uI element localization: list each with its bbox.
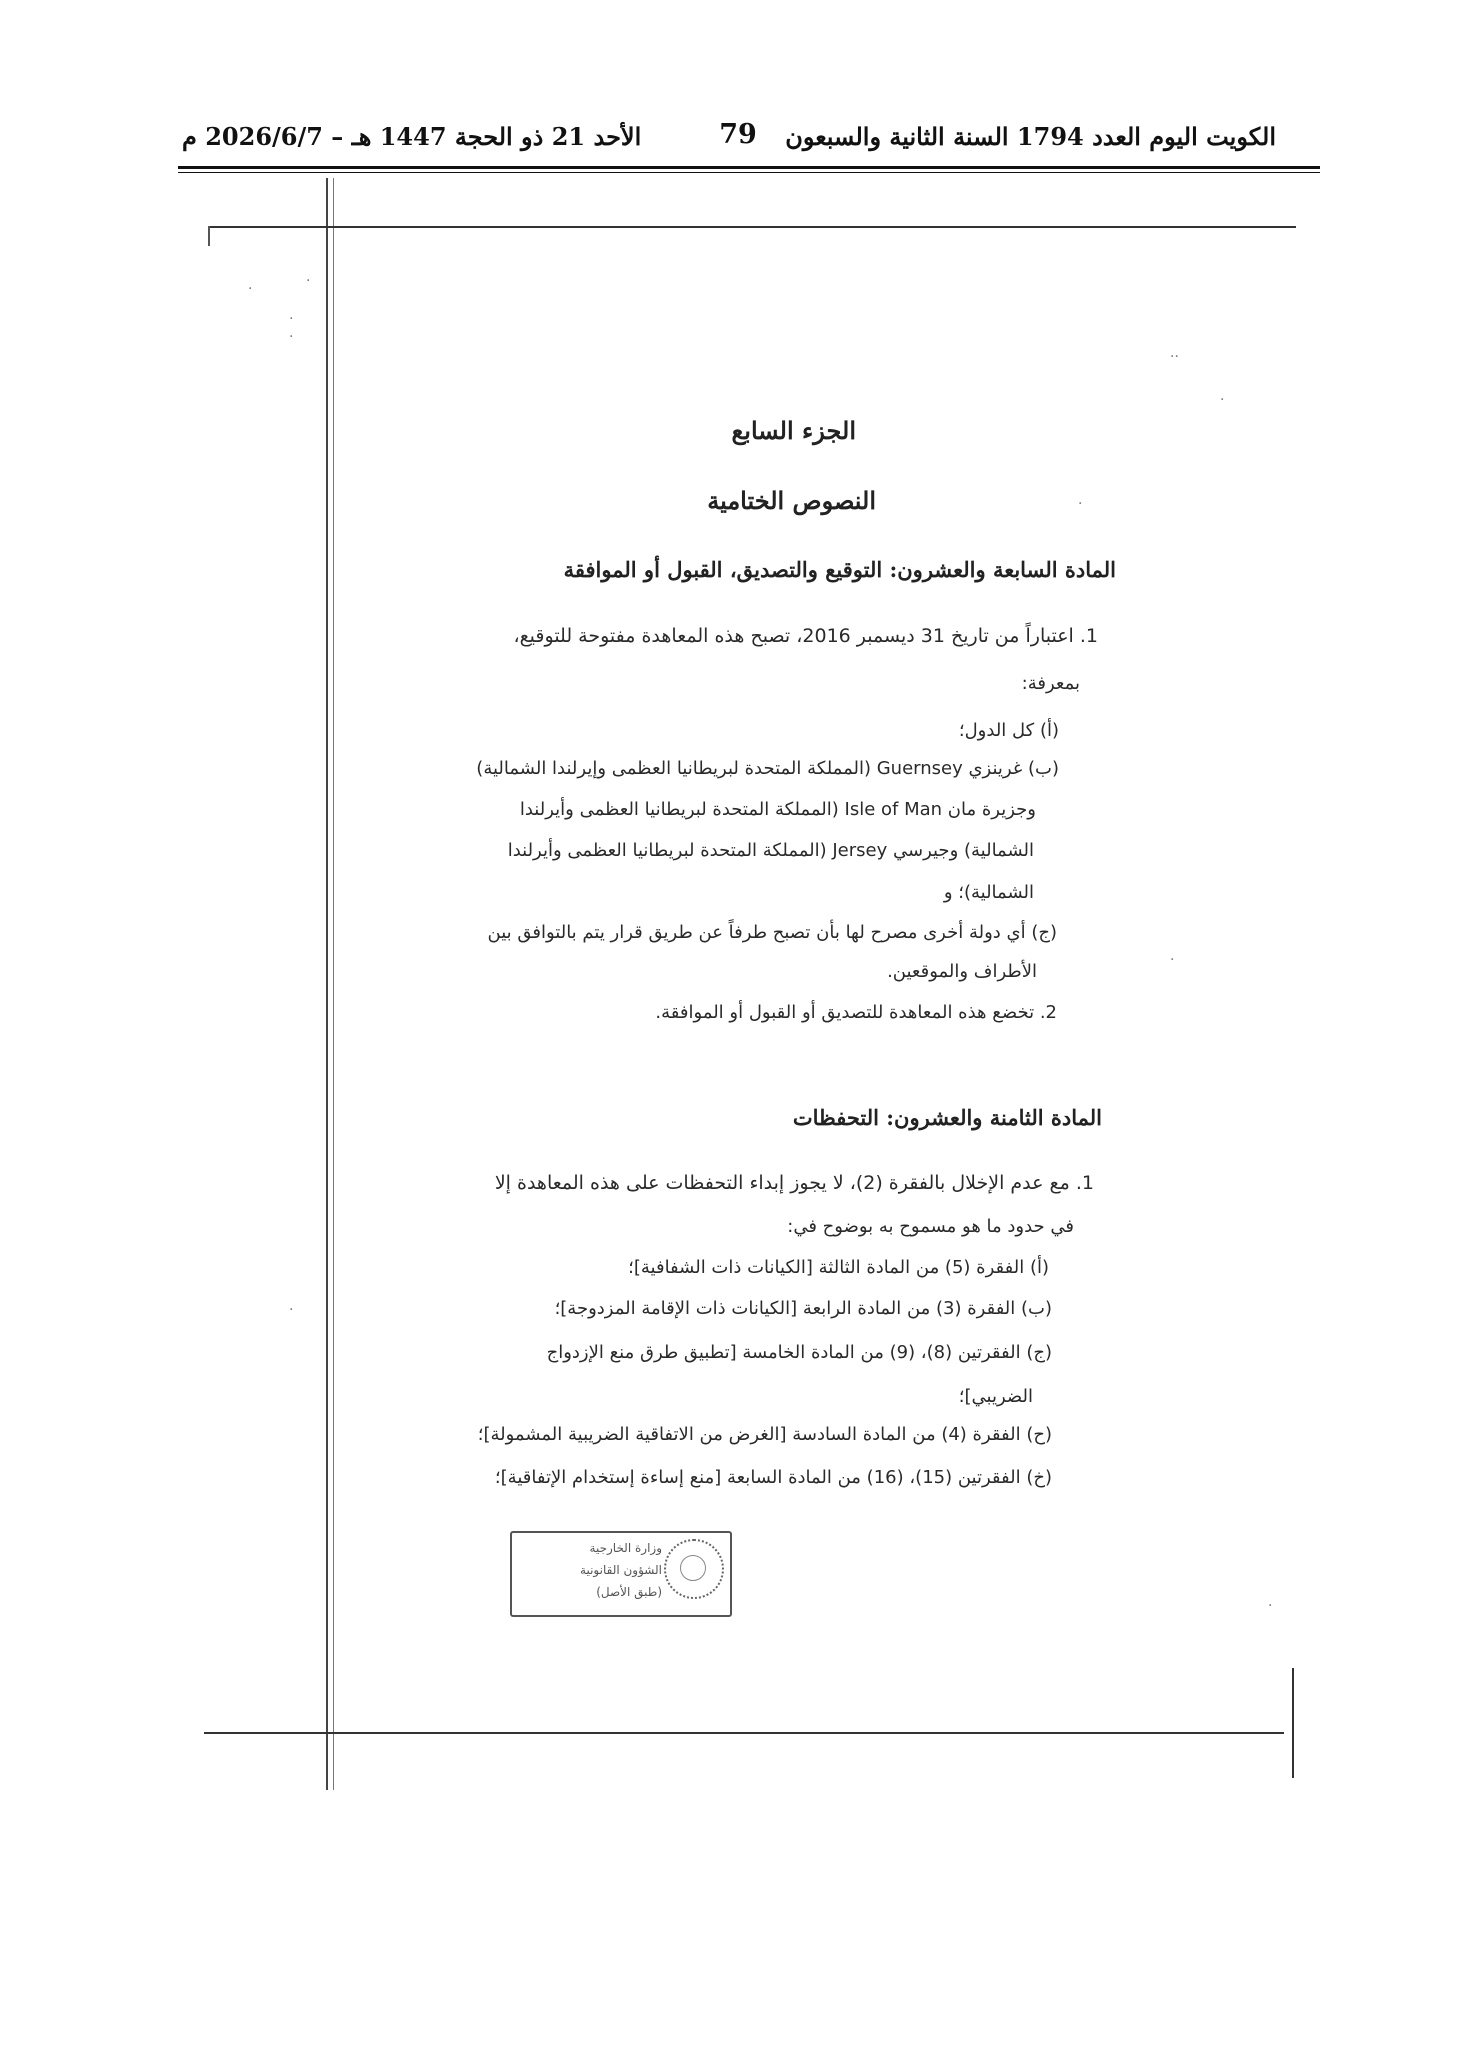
seal-icon [664, 1539, 724, 1599]
article-28-heading: المادة الثامنة والعشرون: التحفظات [792, 1105, 1102, 1130]
header-rule [178, 166, 1320, 169]
article-27-line: 1. اعتباراً من تاريخ 31 ديسمبر 2016، تصبح هذه المعاهدة مفتوحة للتوقيع، [513, 625, 1098, 647]
scan-frame-left [208, 226, 210, 246]
scan-speck: · [1078, 496, 1083, 512]
article-28-line: الضريبي]؛ [958, 1386, 1033, 1407]
stamp-line: الشؤون القانونية [580, 1563, 662, 1577]
stamp-line: (طبق الأصل) [596, 1585, 662, 1599]
article-27-line: (أ) كل الدول؛ [958, 720, 1059, 741]
article-27-line: وجزيرة مان Isle of Man (المملكة المتحدة لبريطانيا العظمى وأيرلندا [519, 799, 1036, 820]
article-28-line: (ح) الفقرة (4) من المادة السادسة [الغرض من الاتفاقية الضريبية المشمولة]؛ [477, 1424, 1052, 1445]
article-27-heading: المادة السابعة والعشرون: التوقيع والتصديق، القبول أو الموافقة [563, 557, 1116, 582]
scan-frame-top [208, 226, 1296, 228]
scan-speck: · [289, 329, 294, 345]
article-28-line: في حدود ما هو مسموح به بوضوح في: [787, 1216, 1074, 1237]
scan-speck: · [1268, 1598, 1273, 1614]
scan-speck: · [289, 311, 294, 327]
official-stamp [510, 1531, 732, 1617]
scan-speck: · [248, 281, 253, 297]
scan-speck: · [1220, 392, 1225, 408]
article-27-line: (ب) غرينزي Guernsey (المملكة المتحدة لبريطانيا العظمى وإيرلندا الشمالية) [476, 758, 1059, 779]
scan-margin-line-inner [333, 178, 334, 1790]
scan-frame-right [1292, 1668, 1294, 1778]
article-27-line: الشمالية) وجيرسي Jersey (المملكة المتحدة لبريطانيا العظمى وأيرلندا [507, 840, 1034, 861]
scan-speck: · [289, 1302, 294, 1318]
article-28-line: 1. مع عدم الإخلال بالفقرة (2)، لا يجوز إبداء التحفظات على هذه المعاهدة إلا [494, 1172, 1094, 1194]
article-27-line: (ج) أي دولة أخرى مصرح لها بأن تصبح طرفاً عن طريق قرار يتم بالتوافق بين [487, 922, 1057, 943]
article-28-line: (ج) الفقرتين (8)، (9) من المادة الخامسة [تطبيق طرق منع الإزدواج [546, 1342, 1052, 1363]
article-28-line: (ب) الفقرة (3) من المادة الرابعة [الكيانات ذات الإقامة المزدوجة]؛ [554, 1298, 1052, 1319]
scan-speck: ·· [1170, 349, 1179, 365]
article-28-line: (أ) الفقرة (5) من المادة الثالثة [الكيانات ذات الشفافية]؛ [628, 1257, 1049, 1278]
scan-frame-bottom [204, 1732, 1284, 1734]
scan-margin-line [326, 178, 328, 1790]
issue-date: الأحد 21 ذو الحجة 1447 هـ – 2026/6/7 م [182, 122, 642, 151]
article-27-line: 2. تخضع هذه المعاهدة للتصديق أو القبول أو الموافقة. [655, 1002, 1057, 1023]
article-28-line: (خ) الفقرتين (15)، (16) من المادة السابعة [منع إساءة إستخدام الإتفاقية]؛ [494, 1467, 1052, 1488]
scan-speck: · [1170, 952, 1175, 968]
article-27-line: الأطراف والموقعين. [887, 961, 1037, 982]
page-number: 79 [719, 119, 757, 150]
gazette-issue-info: الكويت اليوم العدد 1794 السنة الثانية والسبعون [785, 122, 1276, 151]
section-title: النصوص الختامية [707, 486, 876, 515]
article-27-line: بمعرفة: [1021, 673, 1080, 694]
stamp-line: وزارة الخارجية [589, 1541, 662, 1555]
scan-speck: · [306, 273, 311, 289]
article-27-line: الشمالية)؛ و [943, 882, 1034, 903]
part-title: الجزء السابع [731, 416, 856, 445]
header-rule-thin [178, 172, 1320, 173]
